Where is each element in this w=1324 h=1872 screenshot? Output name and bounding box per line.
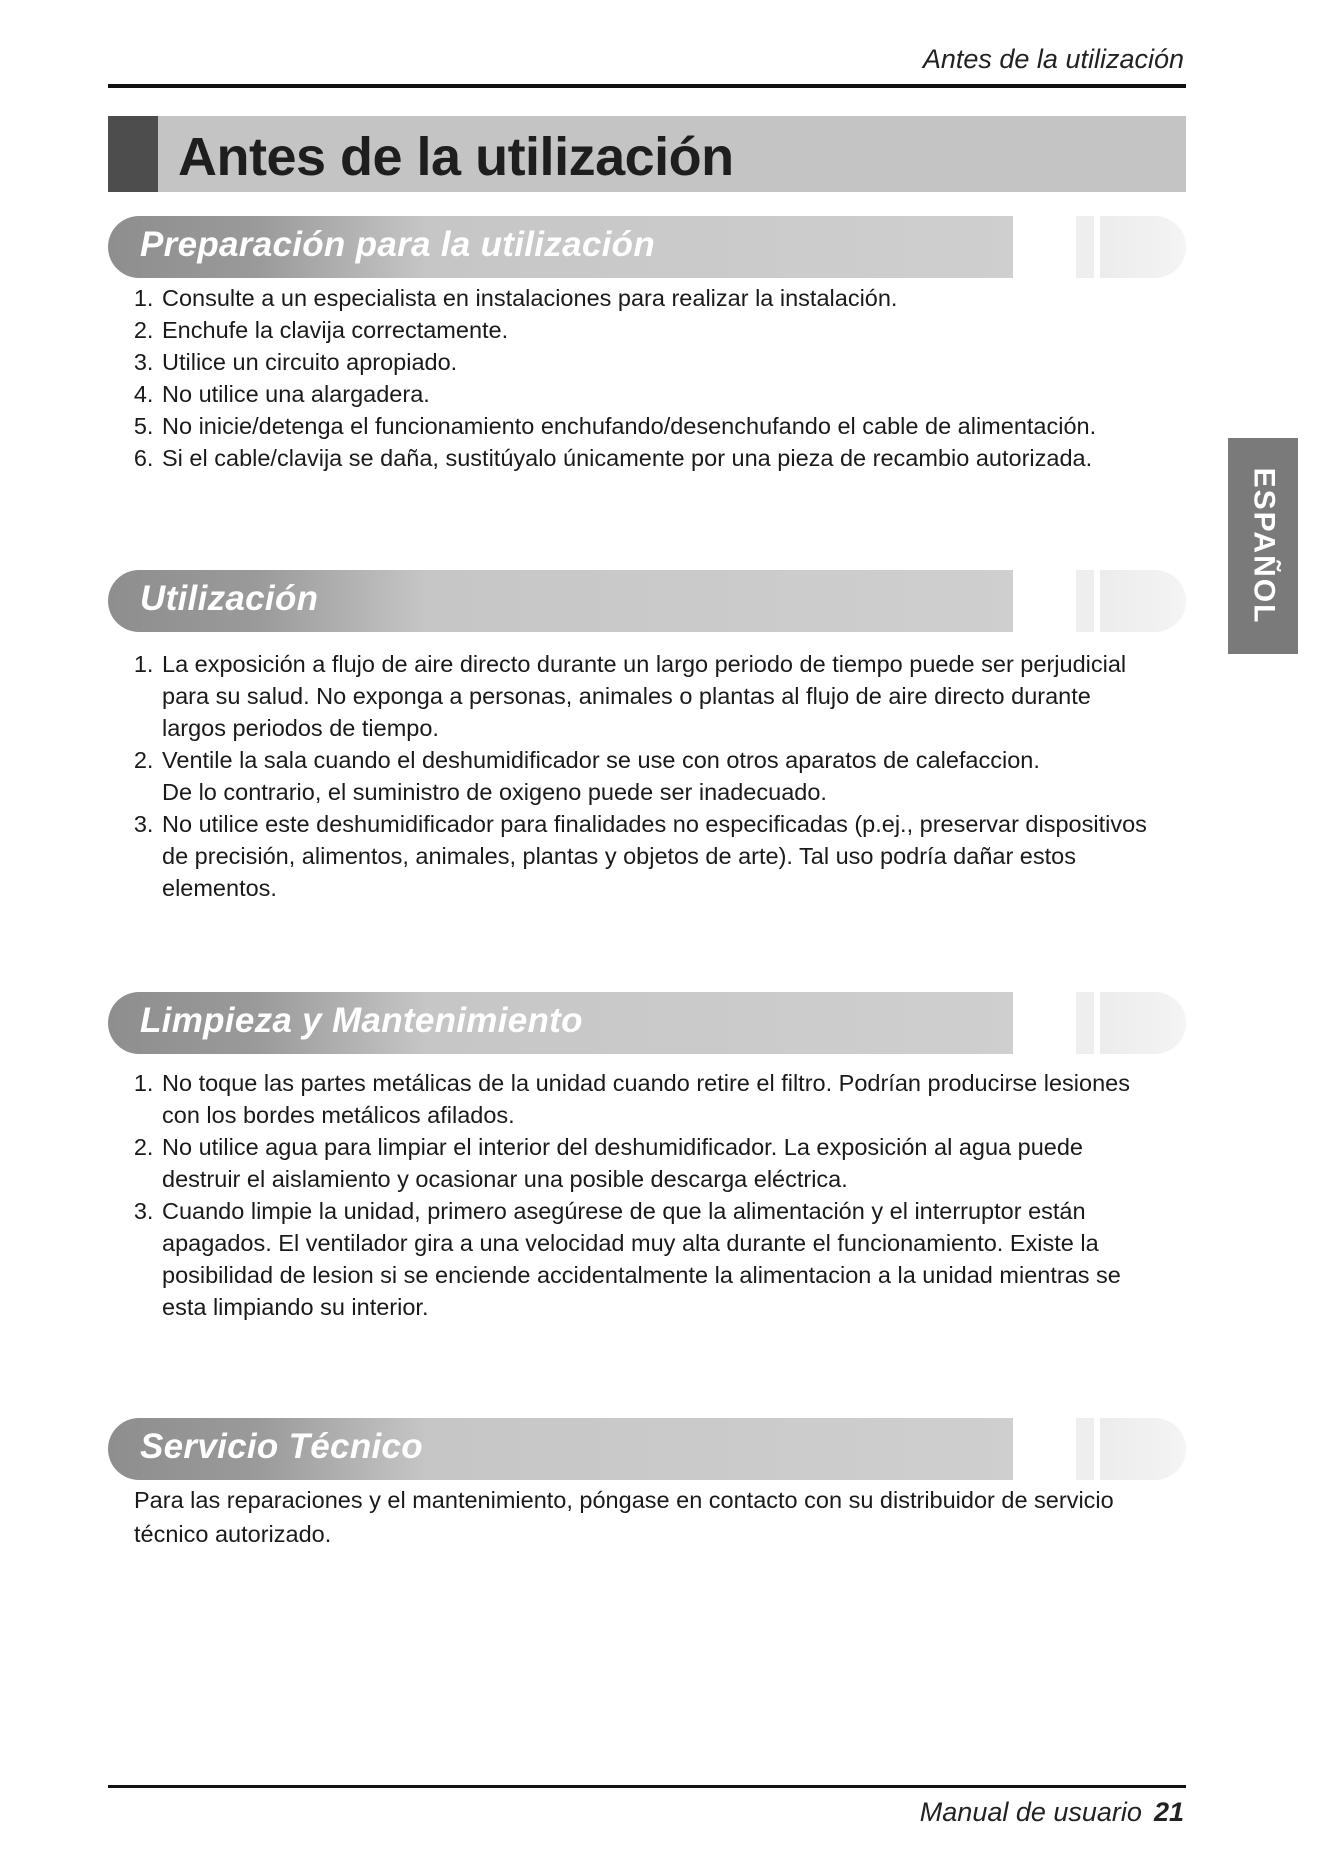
list-item-line: elementos. xyxy=(162,875,277,901)
footer xyxy=(920,1797,1184,1828)
footer-label: Manual de usuario xyxy=(919,1797,1142,1827)
language-side-tab xyxy=(1228,438,1298,654)
paragraph-line: técnico autorizado. xyxy=(134,1521,332,1547)
limpieza-list xyxy=(134,1067,1220,1323)
section-header-preparacion xyxy=(108,216,1186,278)
title-band xyxy=(108,116,1186,192)
list-item xyxy=(160,1195,1220,1323)
list-item-line: destruir el aislamiento y ocasionar una posible descarga eléctrica. xyxy=(162,1166,848,1192)
list-item-line: 2. Enchufe la clavija correctamente. xyxy=(162,317,509,343)
utilizacion-list xyxy=(134,648,1220,904)
section-tab-decoration xyxy=(1100,992,1186,1054)
list-item-line: 5. No inicie/detenga el funcionamiento enchufando/desenchufando el cable de alimentación. xyxy=(162,413,1097,439)
page-number: 21 xyxy=(1153,1797,1184,1827)
list-item-line: 1. La exposición a flujo de aire directo durante un largo periodo de tiempo puede ser perjudicial xyxy=(162,651,1127,677)
list-item xyxy=(160,346,1220,378)
section-tab-decoration xyxy=(1100,570,1186,632)
list-item-line: para su salud. No exponga a personas, animales o plantas al flujo de aire directo durante xyxy=(162,683,1091,709)
section-tab-decoration xyxy=(1100,1418,1186,1480)
language-label: ESPAÑOL xyxy=(1247,467,1281,625)
list-item xyxy=(160,1067,1220,1131)
section-title: Preparación para la utilización xyxy=(140,225,656,264)
page-title: Antes de la utilización xyxy=(178,127,734,187)
list-item-line: esta limpiando su interior. xyxy=(162,1294,429,1320)
list-item-line: de precisión, alimentos, animales, plantas y objetos de arte). Tal uso podría dañar estos xyxy=(162,843,1076,869)
top-rule xyxy=(108,84,1186,88)
list-item xyxy=(160,314,1220,346)
list-item-line: 4. No utilice una alargadera. xyxy=(162,381,430,407)
section-header-servicio xyxy=(108,1418,1186,1480)
list-item xyxy=(160,378,1220,410)
section-title: Limpieza y Mantenimiento xyxy=(140,1001,583,1040)
section-tab-decoration xyxy=(1076,570,1094,632)
list-item xyxy=(160,648,1220,744)
preparacion-list xyxy=(134,282,1220,474)
section-tab-decoration xyxy=(1100,216,1186,278)
list-item-line: con los bordes metálicos afilados. xyxy=(162,1102,515,1128)
list-item xyxy=(160,808,1220,904)
section-tab-decoration xyxy=(1076,216,1094,278)
section-title: Servicio Técnico xyxy=(140,1427,423,1466)
list-item-line: 3. Cuando limpie la unidad, primero asegúrese de que la alimentación y el interruptor están xyxy=(162,1198,1086,1224)
list-item xyxy=(160,744,1220,808)
bottom-rule xyxy=(108,1785,1186,1788)
list-item xyxy=(160,410,1220,442)
title-marker xyxy=(108,116,158,192)
list-item xyxy=(160,442,1220,474)
list-item-line: 1. Consulte a un especialista en instalaciones para realizar la instalación. xyxy=(162,285,898,311)
section-header-utilizacion xyxy=(108,570,1186,632)
list-item-line: 2. No utilice agua para limpiar el interior del deshumidificador. La exposición al agua puede xyxy=(162,1134,1083,1160)
list-item-line: posibilidad de lesion si se enciende accidentalmente la alimentacion a la unidad mientras se xyxy=(162,1262,1121,1288)
list-item xyxy=(160,282,1220,314)
section-header-limpieza xyxy=(108,992,1186,1054)
list-item-line: largos periodos de tiempo. xyxy=(162,715,439,741)
running-head: Antes de la utilización xyxy=(922,44,1184,74)
list-item-line: 1. No toque las partes metálicas de la unidad cuando retire el filtro. Podrían producirse lesiones xyxy=(162,1070,1130,1096)
section-tab-decoration xyxy=(1076,1418,1094,1480)
list-item-line: apagados. El ventilador gira a una velocidad muy alta durante el funcionamiento. Existe la xyxy=(162,1230,1099,1256)
servicio-paragraph xyxy=(134,1483,1194,1551)
list-item xyxy=(160,1131,1220,1195)
list-item-line: De lo contrario, el suministro de oxigeno puede ser inadecuado. xyxy=(162,779,827,805)
list-item-line: 2. Ventile la sala cuando el deshumidificador se use con otros aparatos de calefaccion. xyxy=(162,747,1040,773)
paragraph-line: Para las reparaciones y el mantenimiento, póngase en contacto con su distribuidor de servicio xyxy=(134,1487,1114,1513)
list-item-line: 3. Utilice un circuito apropiado. xyxy=(162,349,458,375)
section-tab-decoration xyxy=(1076,992,1094,1054)
list-item-line: 6. Si el cable/clavija se daña, sustitúyalo únicamente por una pieza de recambio autorizada. xyxy=(162,445,1093,471)
list-item-line: 3. No utilice este deshumidificador para finalidades no especificadas (p.ej., preservar dispositivos xyxy=(162,811,1147,837)
section-title: Utilización xyxy=(140,579,319,618)
